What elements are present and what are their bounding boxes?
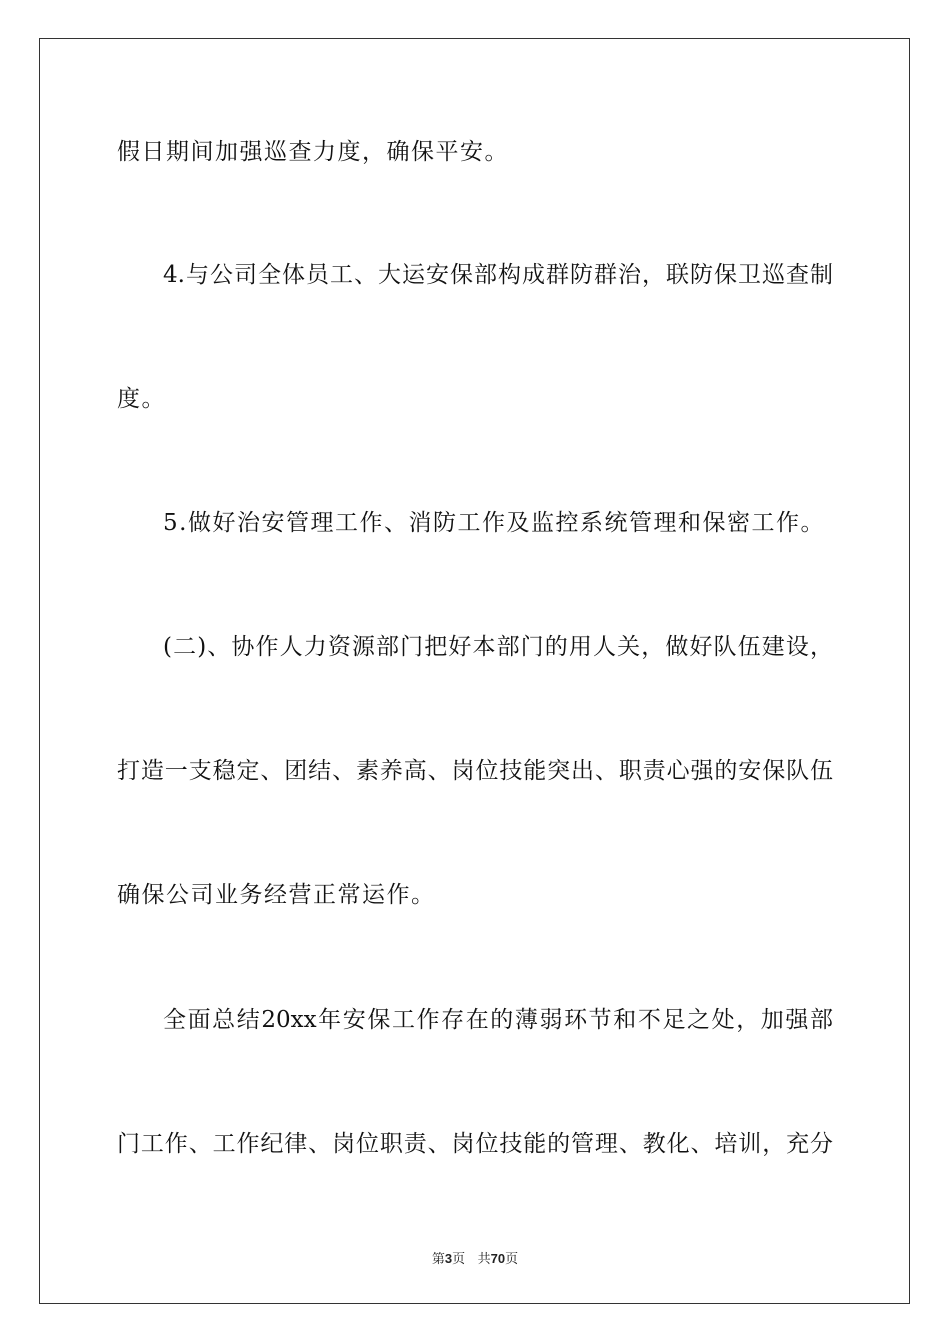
body-line-5: (二)、协作人力资源部门把好本部门的用人关，做好队伍建设，: [163, 634, 833, 660]
footer-page-prefix: 第: [431, 1252, 445, 1267]
body-line-9: 门工作、工作纪律、岗位职责、岗位技能的管理、教化、培训，充分: [117, 1131, 833, 1157]
body-line-7: 确保公司业务经营正常运作。: [117, 882, 436, 908]
page-border: [39, 38, 910, 1304]
body-line-6: 打造一支稳定、团结、素养高、岗位技能突出、职责心强的安保队伍: [117, 758, 833, 784]
footer-total-prefix: 共: [477, 1252, 491, 1267]
body-line-1: 假日期间加强巡查力度，确保平安。: [117, 139, 509, 165]
footer-total-pages: 70: [490, 1251, 506, 1266]
footer-page-suffix: 页: [452, 1252, 466, 1267]
body-line-3: 度。: [117, 386, 166, 412]
page-footer: [0, 1248, 950, 1267]
body-line-4: 5.做好治安管理工作、消防工作及监控系统管理和保密工作。: [163, 510, 825, 536]
body-line-2: 4.与公司全体员工、大运安保部构成群防群治，联防保卫巡查制: [163, 262, 833, 288]
body-line-8: 全面总结20xx年安保工作存在的薄弱环节和不足之处，加强部: [163, 1007, 833, 1033]
footer-total-suffix: 页: [505, 1252, 519, 1267]
footer-page-number: 3: [444, 1251, 453, 1266]
